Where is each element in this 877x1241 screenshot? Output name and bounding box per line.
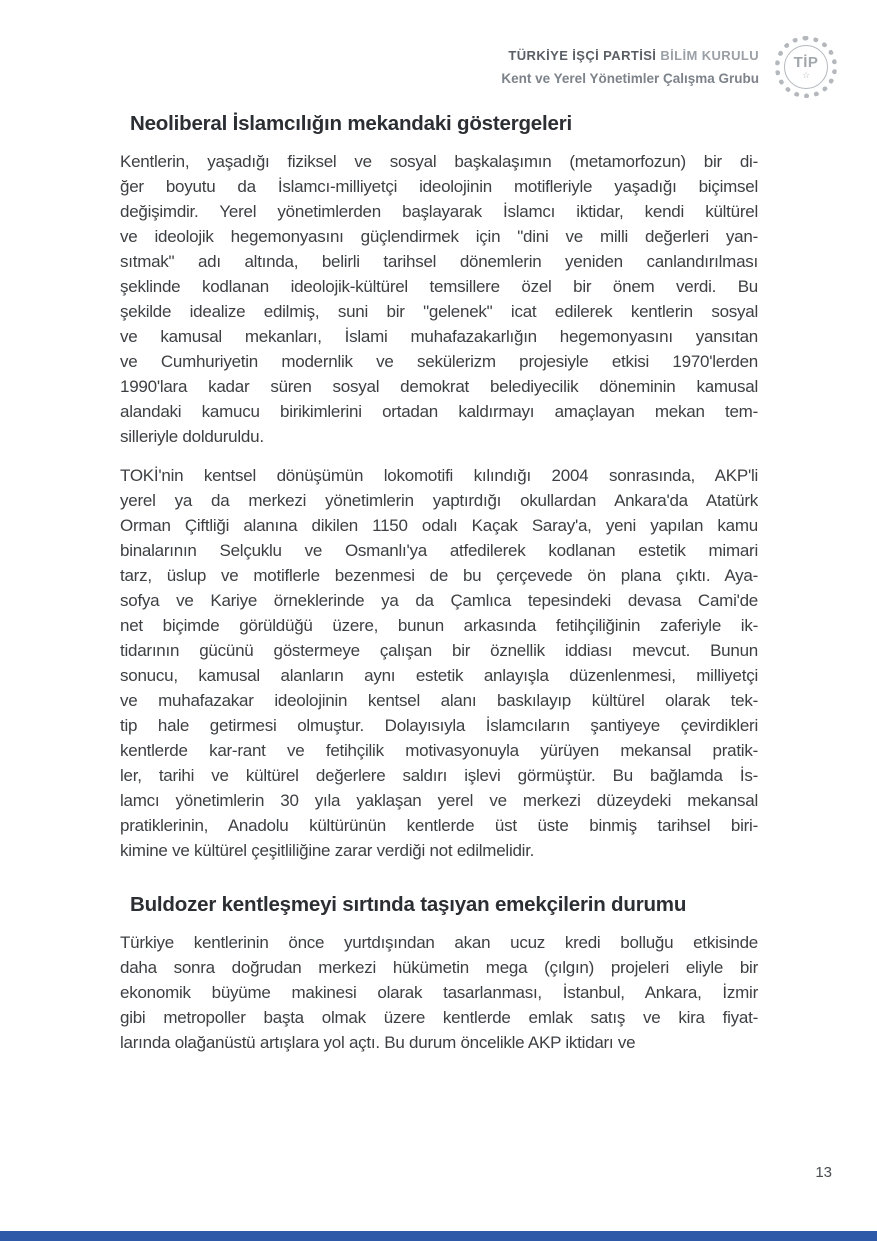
paragraph <box>120 930 758 1055</box>
paragraph-line: Türkiye kentlerinin önce yurtdışından akan ucuz kredi bolluğu etkisinde <box>120 933 758 952</box>
paragraph <box>120 149 758 449</box>
paragraph-line: larında olağanüstü artışlara yol açtı. Bu durum öncelikle AKP iktidarı ve <box>120 1033 636 1052</box>
org-title <box>501 48 759 63</box>
paragraph-line: değişimdir. Yerel yönetimlerden başlayarak İslamcı iktidar, kendi kültürel <box>120 202 758 221</box>
paragraph-line: daha sonra doğrudan merkezi hükümetin mega (çılgın) projeleri eliyle bir <box>120 958 758 977</box>
working-group-subtitle: Kent ve Yerel Yönetimler Çalışma Grubu <box>501 71 759 86</box>
paragraph-line: sofya ve Kariye örneklerinde ya da Çamlıca tepesindeki devasa Cami'de <box>120 591 758 610</box>
section-heading-2: Buldozer kentleşmeyi sırtında taşıyan emekçilerin durumu <box>130 893 687 916</box>
page-number: 13 <box>815 1164 832 1181</box>
paragraph-line: Orman Çiftliği alanına dikilen 1150 odalı Kaçak Saray'a, yeni yapılan kamu <box>120 516 758 535</box>
paragraph-line: silleriyle dolduruldu. <box>120 427 264 446</box>
paragraph-line: binalarının Selçuklu ve Osmanlı'ya atfedilerek kodlanan estetik mimari <box>120 541 758 560</box>
paragraph-line: tip hale getirmesi olmuştur. Dolayısıyla İslamcıların şantiyeye çevirdikleri <box>120 716 758 735</box>
tip-party-logo <box>775 36 837 98</box>
paragraph-line: şekilde idealize edilmiş, suni bir "gelenek" icat edilerek kentlerin sosyal <box>120 302 758 321</box>
paragraph-line: tarz, üslup ve motiflerle bezenmesi de bu çerçevede ön plana çıktı. Aya- <box>120 566 758 585</box>
paragraph-line: Kentlerin, yaşadığı fiziksel ve sosyal başkalaşımın (metamorfozun) bir di- <box>120 152 758 171</box>
paragraph-line: gibi metropoller başta olmak üzere kentlerde emlak satış ve kira fiyat- <box>120 1008 758 1027</box>
paragraph-line: kentlerde kar-rant ve fetihçilik motivasyonuyla yürüyen mekansal pratik- <box>120 741 758 760</box>
star-icon: ☆ <box>801 69 811 80</box>
tip-logo-abbr: TİP <box>793 53 819 71</box>
section-heading-1: Neoliberal İslamcılığın mekandaki göstergeleri <box>130 112 572 135</box>
paragraph-line: ve ideolojik hegemonyasını güçlendirmek için "dini ve milli değerleri yan- <box>120 227 758 246</box>
page-header <box>501 36 837 98</box>
paragraph-line: ve Cumhuriyetin modernlik ve sekülerizm projesiyle etkisi 1970'lerden <box>120 352 758 371</box>
paragraph-line: kimine ve kültürel çeşitliliğine zarar verdiği not edilmelidir. <box>120 841 535 860</box>
paragraph-line: lamcı yönetimlerin 30 yıla yaklaşan yerel ve merkezi düzeydeki mekansal <box>120 791 758 810</box>
paragraph-line: ve kamusal mekanları, İslami muhafazakarlığın hegemonyasını yansıtan <box>120 327 758 346</box>
header-text-block <box>501 48 759 86</box>
tip-logo-inner-ring <box>784 45 828 89</box>
paragraph-line: net biçimde görüldüğü üzere, bunun arkasında fetihçiliğinin zaferiyle ik- <box>120 616 758 635</box>
paragraph-line: şeklinde kodlanan ideolojik-kültürel temsillere özel bir önem verdi. Bu <box>120 277 758 296</box>
org-title-light: BİLİM KURULU <box>660 48 759 63</box>
paragraph-line: 1990'lara kadar süren sosyal demokrat belediyecilik döneminin kamusal <box>120 377 758 396</box>
paragraph-line: pratiklerinin, Anadolu kültürünün kentlerde üst üste binmiş tarihsel biri- <box>120 816 758 835</box>
footer-accent-bar <box>0 1231 877 1241</box>
paragraph-line: alandaki kamucu birikimlerini ortadan kaldırmayı amaçlayan mekan tem- <box>120 402 758 421</box>
org-title-bold: TÜRKİYE İŞÇİ PARTİSİ <box>508 48 657 63</box>
paragraph-line: ler, tarihi ve kültürel değerlere saldırı işlevi görmüştür. Bu bağlamda İs- <box>120 766 758 785</box>
paragraph-line: TOKİ'nin kentsel dönüşümün lokomotifi kılındığı 2004 sonrasında, AKP'li <box>120 466 758 485</box>
paragraph-line: ekonomik büyüme makinesi olarak tasarlanması, İstanbul, Ankara, İzmir <box>120 983 758 1002</box>
paragraph-line: sıtmak" adı altında, belirli tarihsel dönemlerin yeniden canlandırılması <box>120 252 758 271</box>
paragraph-line: yerel ya da merkezi yönetimlerin yaptırdığı okullardan Ankara'da Atatürk <box>120 491 758 510</box>
paragraph-line: sonucu, kamusal alanların aynı estetik anlayışla düzenlenmesi, milliyetçi <box>120 666 758 685</box>
paragraph-line: ve muhafazakar ideolojinin kentsel alanı baskılayıp kültürel olarak tek- <box>120 691 758 710</box>
document-body <box>120 112 758 1069</box>
paragraph-line: ğer boyutu da İslamcı-milliyetçi ideolojinin motifleriyle yaşadığı biçimsel <box>120 177 758 196</box>
paragraph <box>120 463 758 863</box>
paragraph-line: tidarının gücünü göstermeye çalışan bir öznellik iddiası mevcut. Bunun <box>120 641 758 660</box>
